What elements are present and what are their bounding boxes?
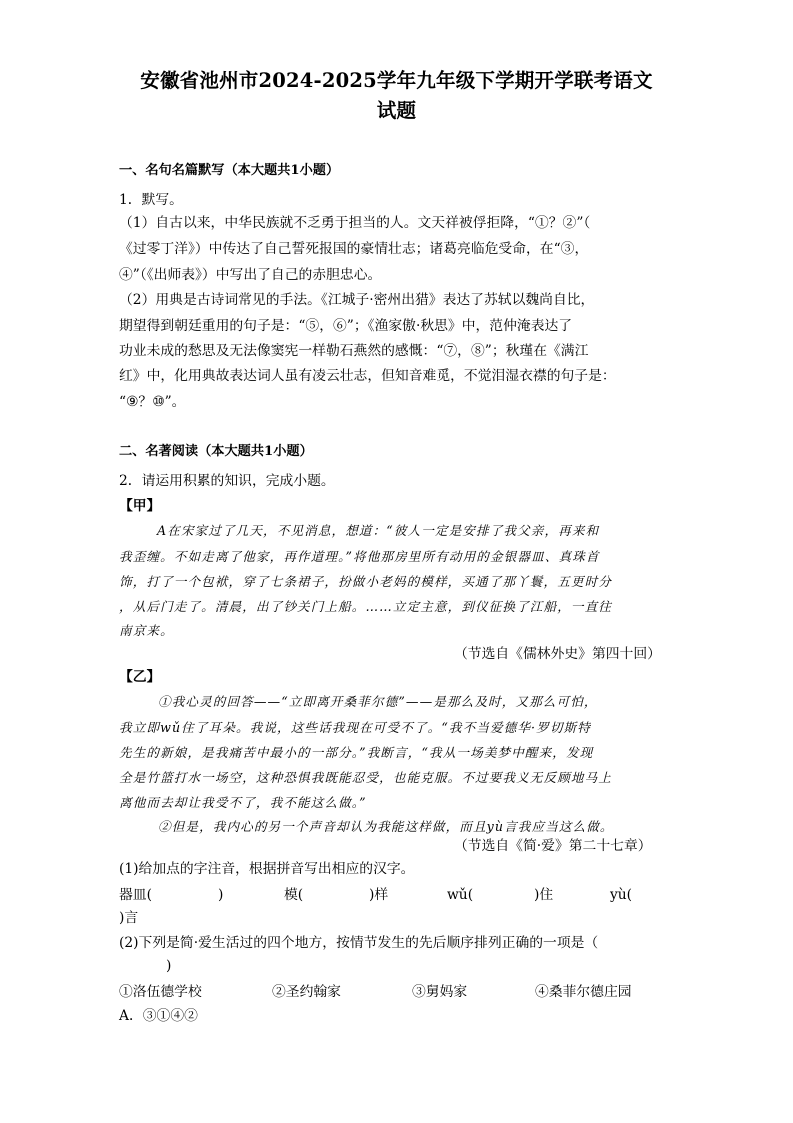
section-heading: 一、名句名篇默写（本大题共1小题） bbox=[119, 163, 340, 178]
question-label: 2．请运用积累的知识，完成小题。 bbox=[119, 473, 335, 489]
paragraph-line: 《过零丁洋》）中传达了自己誓死报国的豪情壮志；诸葛亮临危受命，在“③， bbox=[119, 241, 589, 257]
passage-line: 全是竹篮打水一场空，这种恐惧我既能忍受，也能克服。不过要我义无反顾地马上 bbox=[119, 770, 612, 785]
question-label: 1．默写。 bbox=[119, 192, 183, 208]
passage-line: 南京来。 bbox=[119, 623, 174, 638]
section-heading: 二、名著阅读（本大题共1小题） bbox=[119, 444, 313, 459]
passage-source: （节选自《简·爱》第二十七章） bbox=[454, 838, 652, 854]
paragraph-line: 功业未成的愁思及无法像窦宪一样勒石燕然的感慨：“⑦，⑧”；秋瑾在《满江 bbox=[119, 343, 589, 359]
passage-line: 我立即wǔ住了耳朵。我说，这些话我现在可受不了。“我不当爱德华·罗切斯特 bbox=[119, 720, 591, 735]
blank-label: 器皿( bbox=[119, 887, 152, 903]
passage-line: 离他而去却让我受不了，我不能这么做。” bbox=[119, 795, 367, 810]
blank-label: yù( bbox=[610, 887, 633, 903]
passage-line: A在宋家过了几天，不见消息，想道：“彼人一定是安排了我父亲，再来和 bbox=[157, 523, 600, 538]
passage-line: ，从后门走了。清晨，出了钞关门上船。……立定主意，到仪征换了江船，一直往 bbox=[119, 599, 612, 614]
document-title-line2: 试题 bbox=[376, 99, 417, 122]
sub-question-prompt: (1)给加点的字注音，根据拼音写出相应的汉字。 bbox=[119, 861, 415, 877]
answer-choice-a: A．③①④② bbox=[119, 1008, 198, 1024]
paragraph-line: 期望得到朝廷重用的句子是：“⑤，⑥”；《渔家傲·秋思》中，范仲淹表达了 bbox=[119, 318, 573, 334]
blank-label: 模( bbox=[284, 887, 304, 903]
blank-label: ) bbox=[166, 958, 172, 974]
option-item: ④桑菲尔德庄园 bbox=[535, 984, 632, 1000]
sub-question-prompt: (2)下列是简·爱生活过的四个地方，按情节发生的先后顺序排列正确的一项是（ bbox=[119, 935, 599, 951]
paragraph-line: （2）用典是古诗词常见的手法。《江城子·密州出猎》表达了苏轼以魏尚自比， bbox=[119, 292, 595, 308]
blank-label: wǔ( bbox=[447, 887, 474, 903]
paragraph-line: “⑨？⑩”。 bbox=[119, 394, 186, 410]
passage-line: 先生的新娘，是我痛苦中最小的一部分。”我断言，“我从一场美梦中醒来，发现 bbox=[119, 745, 594, 760]
blank-label: ) bbox=[218, 887, 224, 903]
passage-label-yi: 【乙】 bbox=[119, 669, 161, 685]
option-item: ③舅妈家 bbox=[412, 984, 468, 1000]
passage-source: （节选自《儒林外史》第四十回） bbox=[454, 646, 661, 662]
paragraph-line: 红》中，化用典故表达词人虽有凌云壮志，但知音难觅，不觉泪湿衣襟的句子是： bbox=[119, 368, 616, 384]
passage-line: ①我心灵的回答——“立即离开桑菲尔德”——是那么及时，又那么可怕， bbox=[158, 694, 598, 709]
paragraph-line: ④”（《出师表》）中写出了自己的赤胆忠心。 bbox=[119, 267, 382, 283]
passage-label-jia: 【甲】 bbox=[119, 498, 161, 514]
passage-line: 我歪缠。不如走离了他家，再作道理。”将他那房里所有动用的金银器皿、真珠首 bbox=[119, 549, 600, 564]
passage-line: ②但是，我内心的另一个声音却认为我能这样做，而且yù言我应当这么做。 bbox=[158, 819, 614, 834]
blank-label: )住 bbox=[534, 887, 554, 903]
passage-line: 饰，打了一个包袱，穿了七条裙子，扮做小老妈的模样，买通了那丫鬟，五更时分 bbox=[119, 574, 612, 589]
paragraph-line: （1）自古以来，中华民族就不乏勇于担当的人。文天祥被俘拒降，“①？②”（ bbox=[119, 215, 591, 231]
blank-label: )言 bbox=[119, 910, 139, 926]
blank-label: )样 bbox=[369, 887, 389, 903]
document-title: 安徽省池州市2024-2025学年九年级下学期开学联考语文 bbox=[140, 69, 653, 92]
option-item: ②圣约翰家 bbox=[272, 984, 341, 1000]
option-item: ①洛伍德学校 bbox=[119, 984, 202, 1000]
